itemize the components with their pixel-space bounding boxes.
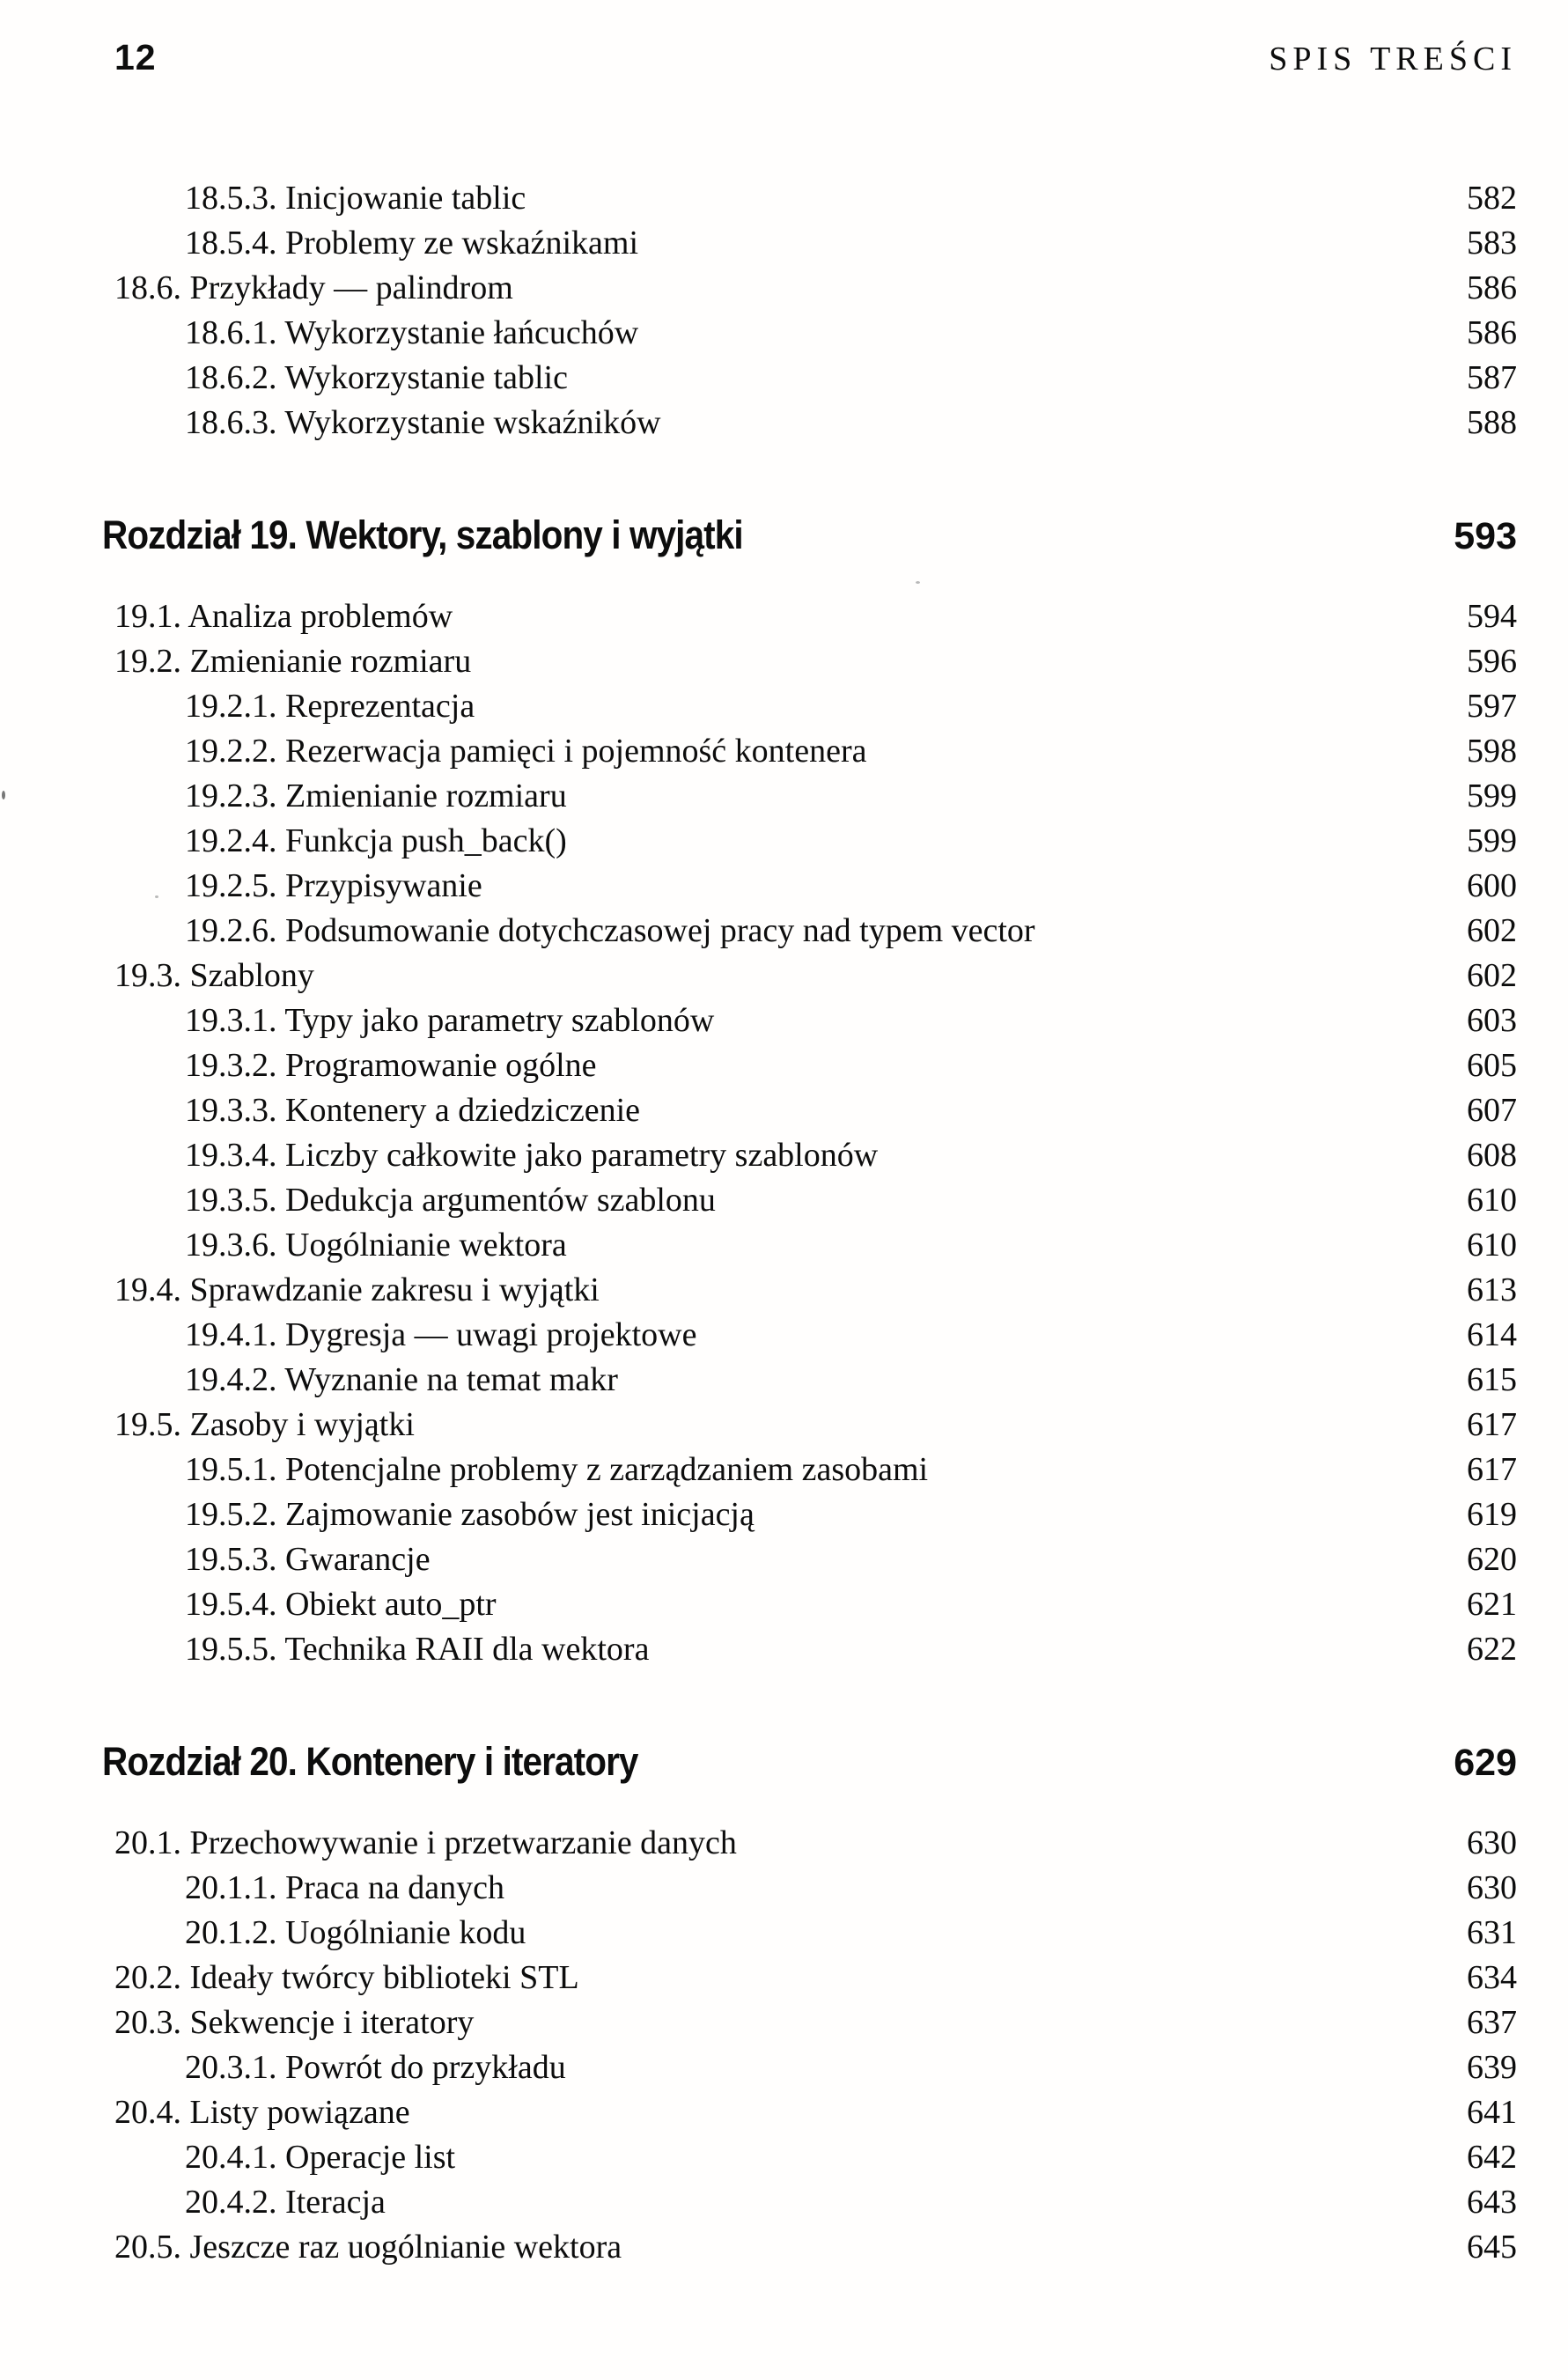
toc-entry-title: 19.5. Zasoby i wyjątki xyxy=(114,1406,415,1443)
toc-entry-row xyxy=(114,356,1517,401)
toc-page-ref: 598 xyxy=(1467,733,1517,770)
toc-page-ref: 605 xyxy=(1467,1047,1517,1084)
toc-page-ref: 613 xyxy=(1467,1271,1517,1308)
toc-page-ref: 630 xyxy=(1467,1869,1517,1906)
toc-entry-row xyxy=(114,2135,1517,2180)
toc-entry-title: 20.4.1. Operacje list xyxy=(185,2139,456,2176)
toc-entry-title: 19.4.2. Wyznanie na temat makr xyxy=(185,1361,618,1398)
toc-page-ref: 629 xyxy=(1454,1742,1517,1784)
toc-entry-title: 19.1. Analiza problemów xyxy=(114,598,453,635)
toc-page-ref: 588 xyxy=(1467,404,1517,441)
toc-rows xyxy=(102,176,1517,2270)
toc-entry-title: 19.5.5. Technika RAII dla wektora xyxy=(185,1631,650,1668)
toc-entry-row xyxy=(114,1582,1517,1627)
toc-entry-title: 19.3.6. Uogólnianie wektora xyxy=(185,1227,567,1264)
toc-entry-row xyxy=(114,221,1517,266)
toc-entry-title: 20.1.2. Uogólnianie kodu xyxy=(185,1914,526,1951)
toc-entry-row xyxy=(114,954,1517,998)
toc-entry-row xyxy=(114,2045,1517,2090)
toc-entry-title: 18.5.4. Problemy ze wskaźnikami xyxy=(185,225,639,262)
toc-page-ref: 641 xyxy=(1467,2094,1517,2131)
toc-page-ref: 599 xyxy=(1467,822,1517,859)
toc-chapter-row xyxy=(102,1740,1517,1784)
toc-entry-title: 19.2. Zmienianie rozmiaru xyxy=(114,643,472,680)
toc-entry-row xyxy=(114,1313,1517,1358)
toc-entry-title: 19.5.1. Potencjalne problemy z zarządzaniem zasobami xyxy=(185,1451,929,1488)
toc-entry-title: 19.2.5. Przypisywanie xyxy=(185,867,482,904)
toc-chapter-title: Rozdział 20. Kontenery i iteratory xyxy=(102,1739,638,1784)
toc-entry-row xyxy=(114,401,1517,446)
running-head: SPIS TREŚCI xyxy=(1269,41,1517,77)
toc-entry-row xyxy=(114,311,1517,356)
toc-entry-title: 19.2.3. Zmienianie rozmiaru xyxy=(185,777,567,814)
toc-entry-title: 20.3.1. Powrót do przykładu xyxy=(185,2049,566,2086)
toc-entry-row xyxy=(114,639,1517,684)
toc-entry-title: 19.3.4. Liczby całkowite jako parametry szablonów xyxy=(185,1137,879,1174)
toc-entry-row xyxy=(114,998,1517,1043)
toc-entry-title: 20.3. Sekwencje i iteratory xyxy=(114,2004,475,2041)
toc-page-ref: 610 xyxy=(1467,1227,1517,1264)
toc-entry-title: 19.3.3. Kontenery a dziedziczenie xyxy=(185,1092,640,1129)
toc-page-ref: 622 xyxy=(1467,1631,1517,1668)
toc-page-ref: 583 xyxy=(1467,225,1517,262)
toc-entry-title: 19.3.2. Programowanie ogólne xyxy=(185,1047,597,1084)
toc-page-ref: 587 xyxy=(1467,359,1517,396)
toc-page-ref: 602 xyxy=(1467,957,1517,994)
toc-entry-row xyxy=(114,1088,1517,1133)
toc-page-ref: 596 xyxy=(1467,643,1517,680)
toc-entry-row xyxy=(114,2001,1517,2045)
toc-entry-row xyxy=(114,1358,1517,1403)
toc-page-ref: 643 xyxy=(1467,2184,1517,2221)
toc-entry-row xyxy=(114,1268,1517,1313)
toc-entry-row xyxy=(114,2180,1517,2225)
toc-entry-row xyxy=(114,2225,1517,2270)
toc-page-ref: 586 xyxy=(1467,314,1517,351)
toc-page-ref: 610 xyxy=(1467,1182,1517,1219)
toc-entry-title: 19.5.3. Gwarancje xyxy=(185,1541,431,1578)
toc-entry-row xyxy=(114,819,1517,864)
toc-entry-title: 19.2.1. Reprezentacja xyxy=(185,688,475,725)
scan-speck xyxy=(155,895,158,898)
toc-entry-title: 19.2.4. Funkcja push_back() xyxy=(185,822,567,859)
toc-entry-title: 20.4. Listy powiązane xyxy=(114,2094,410,2131)
toc-entry-title: 20.1. Przechowywanie i przetwarzanie danych xyxy=(114,1824,737,1861)
toc-entry-title: 19.5.2. Zajmowanie zasobów jest inicjacją xyxy=(185,1496,755,1533)
toc-entry-title: 20.1.1. Praca na danych xyxy=(185,1869,504,1906)
toc-page-ref: 642 xyxy=(1467,2139,1517,2176)
toc-entry-title: 18.5.3. Inicjowanie tablic xyxy=(185,180,526,217)
page-number: 12 xyxy=(114,37,157,77)
toc-entry-row xyxy=(114,1537,1517,1582)
toc-entry-row xyxy=(114,1492,1517,1537)
toc-page-ref: 586 xyxy=(1467,269,1517,306)
scan-speck xyxy=(916,581,920,584)
toc-entry-row xyxy=(114,1043,1517,1088)
toc-entry-row xyxy=(114,774,1517,819)
toc-page-ref: 634 xyxy=(1467,1959,1517,1996)
toc-chapter-title: Rozdział 19. Wektory, szablony i wyjątki xyxy=(102,512,743,557)
toc-entry-row xyxy=(114,176,1517,221)
toc-entry-row xyxy=(114,1911,1517,1956)
toc-entry-row xyxy=(114,1133,1517,1178)
scan-speck xyxy=(2,791,5,799)
toc-entry-title: 19.2.6. Podsumowanie dotychczasowej pracy nad typem vector xyxy=(185,912,1035,949)
toc-page-ref: 594 xyxy=(1467,598,1517,635)
toc-entry-title: 18.6.3. Wykorzystanie wskaźników xyxy=(185,404,661,441)
toc-page-ref: 593 xyxy=(1454,515,1517,557)
toc-page-ref: 603 xyxy=(1467,1002,1517,1039)
toc-entry-row xyxy=(114,1178,1517,1223)
toc-entry-row xyxy=(114,1866,1517,1911)
toc-page-ref: 608 xyxy=(1467,1137,1517,1174)
toc-page-ref: 620 xyxy=(1467,1541,1517,1578)
toc-page-ref: 645 xyxy=(1467,2229,1517,2266)
toc-entry-row xyxy=(114,1627,1517,1672)
toc-page-ref: 600 xyxy=(1467,867,1517,904)
toc-entry-title: 19.3.1. Typy jako parametry szablonów xyxy=(185,1002,715,1039)
toc-entry-row xyxy=(114,266,1517,311)
toc-entry-title: 18.6.2. Wykorzystanie tablic xyxy=(185,359,568,396)
toc-entry-title: 19.3. Szablony xyxy=(114,957,314,994)
toc-page-ref: 639 xyxy=(1467,2049,1517,2086)
toc-page-ref: 599 xyxy=(1467,777,1517,814)
toc-entry-row xyxy=(114,1821,1517,1866)
toc-entry-row xyxy=(114,684,1517,729)
toc-entry-title: 18.6. Przykłady — palindrom xyxy=(114,269,513,306)
toc-page-ref: 615 xyxy=(1467,1361,1517,1398)
toc-page-ref: 614 xyxy=(1467,1316,1517,1353)
toc-page-ref: 631 xyxy=(1467,1914,1517,1951)
toc-chapter-row xyxy=(102,513,1517,557)
toc-entry-row xyxy=(114,909,1517,954)
toc-page-ref: 617 xyxy=(1467,1406,1517,1443)
toc-page-ref: 637 xyxy=(1467,2004,1517,2041)
toc-entry-title: 19.5.4. Obiekt auto_ptr xyxy=(185,1586,497,1623)
toc-entry-row xyxy=(114,2090,1517,2135)
toc-page-ref: 607 xyxy=(1467,1092,1517,1129)
toc-page-ref: 621 xyxy=(1467,1586,1517,1623)
toc-entry-row xyxy=(114,1448,1517,1492)
toc-entry-row xyxy=(114,1956,1517,2001)
toc-entry-title: 19.3.5. Dedukcja argumentów szablonu xyxy=(185,1182,716,1219)
toc-entry-row xyxy=(114,729,1517,774)
toc-entry-row xyxy=(114,594,1517,639)
toc-entry-row xyxy=(114,864,1517,909)
toc-page-ref: 617 xyxy=(1467,1451,1517,1488)
toc-entry-title: 19.2.2. Rezerwacja pamięci i pojemność kontenera xyxy=(185,733,867,770)
toc-entry-title: 18.6.1. Wykorzystanie łańcuchów xyxy=(185,314,639,351)
toc-entry-title: 20.5. Jeszcze raz uogólnianie wektora xyxy=(114,2229,622,2266)
toc-entry-title: 20.4.2. Iteracja xyxy=(185,2184,386,2221)
page-header xyxy=(114,37,1517,78)
toc-page-ref: 597 xyxy=(1467,688,1517,725)
toc-entry-title: 19.4. Sprawdzanie zakresu i wyjątki xyxy=(114,1271,600,1308)
toc-page-ref: 619 xyxy=(1467,1496,1517,1533)
toc-page-ref: 602 xyxy=(1467,912,1517,949)
toc-entry-row xyxy=(114,1403,1517,1448)
toc-entry-row xyxy=(114,1223,1517,1268)
toc-entry-title: 19.4.1. Dygresja — uwagi projektowe xyxy=(185,1316,697,1353)
toc-entry-title: 20.2. Ideały twórcy biblioteki STL xyxy=(114,1959,579,1996)
toc-page-ref: 630 xyxy=(1467,1824,1517,1861)
toc-page-ref: 582 xyxy=(1467,180,1517,217)
